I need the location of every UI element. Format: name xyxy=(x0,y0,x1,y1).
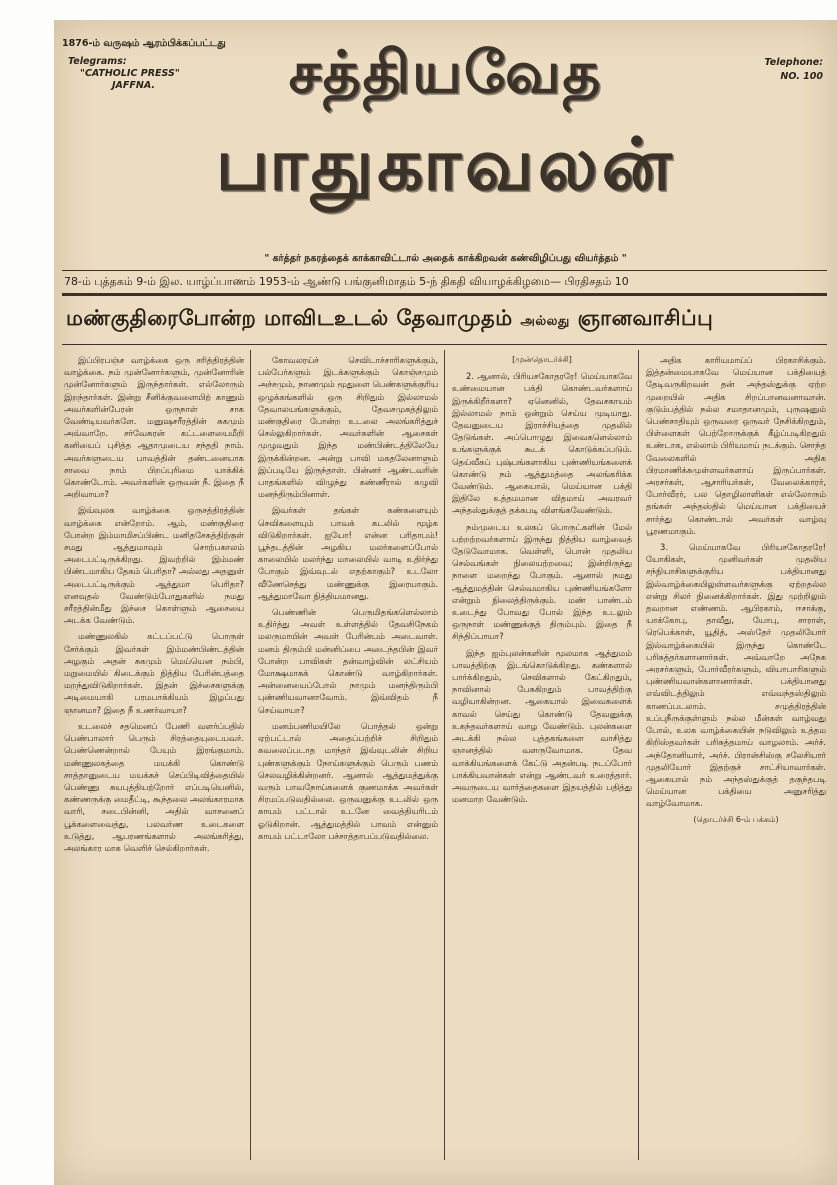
column-3 xyxy=(452,354,632,1159)
motto: " கர்த்தர் நகரத்தைக் காக்காவிட்டால் அதைக் காக்கிறவன் கண்விழிப்பது வியர்த்தம் " xyxy=(264,253,627,264)
telegrams-label: Telegrams: xyxy=(68,56,127,67)
column-divider-3 xyxy=(638,350,639,1160)
col1-paragraph: இவ்வுலக வாழ்க்கை ஒருசத்திரத்தின் வாழ்க்கை என்றோம். ஆம், மண்குதிரை போன்ற இம்மாமிசப்பிண்ட மனிதசேகத்திற்குள் சமது ஆத்துமாவும் சொற்பகாலம் அடைபட்டிருக்கிறது. இவற்றில் இம்மண் பிண்டமாகிய தேகம் பெரிதா? அல்லது அதனுள் அடைபட்டிருக்கும் ஆத்துமா பெரிதா? எனவுதல் வேண்டும்போதுகளில் நமது சரீரத்தின்மீது இச்சை கொள்ளும் ஆசையை அடக்க வேண்டும். xyxy=(64,505,244,626)
col2-paragraph: கோவலரய்ச் செவிடாச்சாரிகளுக்கும், பல்பேர்களும் இடக்களுக்கும் கொஞ்சமும் அச்சமும், நாணமும் மூதுளை பெண்களுக்குரிய ஒழுக்கங்களில் ஒரு சிறிதும் இல்லாமல் தேவாலயங்களுக்கும், தேவசமுகத்திலும் மண்குதிரை போன்ற உடலை அலங்கரித்துச் செல்லுகிறார்கள். அவர்களின் ஆசைகள் முழுவதும் இந்த மண்பிண்டத்திலேயே இருக்கின்றன. அன்று பாவி மகதலேனாளும் இப்படியே இருந்தாள். பின்னர் ஆண்டவரின் பாதங்களில் விழுந்து கண்ணீரால் கழுவி மனந்திரும்பினாள். xyxy=(258,355,438,500)
col4-continued-note: (தொடர்ச்சி 6-ம் பக்கம்) xyxy=(693,814,779,824)
col2-paragraph: பெண்ணின் பெருமிதங்களெல்லாம் உதிர்த்து அவள் உள்ளத்தில் தேவசிநேகம் மலருமாயின் அவள் பேரின்பம் அடைவாள். மனம் திரும்பி மன்னிப்பை அடைந்தபின் இவர் போன்ற பாவிகள் தன்வாழ்வின் லட்சியம் மோக்ஷமாகக் கொண்டு வாழ்கிறார்கள். அன்னையைப்போல் நாமும் மனந்திரும்பி புண்ணியவானாவோம். இவ்விதம் நீ செய்வாயா? xyxy=(258,607,438,715)
column-1 xyxy=(64,354,244,1159)
headline-main: மண்குதிரைபோன்ற மாவிடஉடல் தேவாமுதம் xyxy=(66,306,513,330)
main-headline xyxy=(66,306,826,340)
col1-paragraph: உடலைச் சதமெனப் பேணி வளர்ப்பதில் பெண்பாலார் பெரும் சிரத்தையுடையவர். பெண்ணென்றால் பேயும் இரங்குமாம். மண்ணுலகத்தை மயக்கி கொண்டு சாத்தானுடைய மயக்கச் செப்பிடிவித்தையில் பெண்ணு சுயபுத்தியற்றோர் எப்படியெனில், கண்ணருக்கு மைதீட்டி, கூந்தலை அலங்காரமாக வாரி, சடைபின்னி, அதில் வாசனைப் பூக்களைவைத்து, பலவர்ண உடைகளை உடுத்து, ஆபரணங்களால் அலங்கரித்து, அலங்கார மாக வெளிச் செல்கிறார்கள். xyxy=(64,720,244,853)
telegrams-name: "CATHOLIC PRESS" xyxy=(80,68,180,79)
column-2 xyxy=(258,354,438,1159)
column-divider-1 xyxy=(250,350,251,1160)
dateline-bottom-rule xyxy=(62,293,827,296)
col1-paragraph: இப்பிரபஞ்ச வாழ்க்கை ஒரு சரித்திரத்தின் வாழ்க்கை. நம் முன்னோர்களும், முன்னோரின் முன்னோர்களும் இருந்தார்கள். எல்லோரும் இறந்தார்கள். இன்று சீனிக்குவளையிற் காணும் அவர்களின்பேரன் ஒருநாள் சாக வேண்டியவர்களே. மனுஷசரீரத்தின் சுகமும் அவ்வாறே. சர்வேசுரன் கட்டளையைமீறி கனியைப் புசித்த ஆதாமுடைய சந்ததி நாம். அவர்களுடைய பாவத்தின் தண்டனையாக சாவை நாம் பிறப்புரிமை யாக்கிக் கொண்டோம். அவர்களின் ஒருவன் நீ. இதை நீ அறிவாயா? xyxy=(64,355,244,500)
col4-paragraph: அதிக காரியமாய்ப் பிரகாசிக்கும். இத்தன்மையாகவே மெய்யான பக்தியைத் தேடிவருகிறவன் தன் அந்தஸ்துக்கு ஏற்ற முறையில் அதிக சிறப்பானவனாவான். குடும்பத்தில் நல்ல சமாதானமும், புருஷனும் பெண்சாதியும் ஒருவரை ஒருவர் நேசிக்கிறதும், பிள்ளைகள் பெற்றோருக்குக் கீழ்ப்படிகிறதும் உண்டாக, எல்லாம் பிரியமாய் நடக்கும். சொந்த வேலைகளில் அதிக பிரமாணிக்கமுள்ளவர்களாய் இருப்பார்கள். அரசர்கள், ஆசாரியர்கள், வேலைக்காரர், போர்வீரர், பல தொழிலாளிகள் எல்லோரும் தங்கள் அந்தஸ்தில் மெய்யான பக்தியைச் சார்ந்து கொண்டால் அவர்கள் வாழ்வு பூரணமாகும். xyxy=(646,355,826,536)
dateline: 78-ம் புத்தகம் 9-ம் இல. யாழ்ப்பாணம் 1953-ம் ஆண்டு பங்குனிமாதம் 5-ந் திகதி வியாழக்கிழமை— பிரதிசதம் 10 xyxy=(64,275,629,288)
col3-continuation-note: [முன்தொடர்ச்சி] xyxy=(512,355,572,364)
column-4 xyxy=(646,354,826,1159)
telephone-label: Telephone: xyxy=(764,57,823,68)
masthead-title-line1: சத்தியவேத xyxy=(288,38,603,106)
masthead-title-line2: பாதுகாவலன் xyxy=(215,122,676,206)
column-divider-2 xyxy=(444,350,445,1160)
col3-paragraph: நம்முடைய உலகப் பொருட்களின் மேல் பற்றற்றவர்களாய் இருந்து நித்திய வாழ்வைத் தேடுவோமாக. வெள்ளி, பொன் முதலிய செல்வங்கள் நிலையற்றவை; இன்றிருந்து நாளை மறைந்து போகும். ஆனால் நமது ஆத்துமத்தின் செல்வமாகிய புண்ணியங்களோ என்றும் நிலைத்திருக்கும். மண் பாண்டம் உடைந்து போவது போல் இந்த உடலும் ஒருநாள் மண்ணுக்குத் திரும்பும். இதை நீ சிந்திப்பாயா? xyxy=(452,521,632,642)
headline-bottom-rule xyxy=(62,344,827,345)
col2-paragraph: மனம்பணிமயிலே பொத்தல் ஒன்று ஏற்பட்டால் அதைப்பற்றிச் சிறிதும் கவலைப்படாத மாந்தர் இவ்வுடலின் சிறிய புண்களுக்கும் நோய்களுக்கும் பெரும் பணம் செலவழிக்கின்றனர். ஆனால் ஆத்துமத்துக்கு வரும் பாவநோய்களைக் குணமாக்க அவர்கள் சிரமப்படுவதில்லை. ஒருவனுக்கு உடலில் ஒரு காயம் பட்டால் உடனே வைத்தியரிடம் ஓடுகிறான். ஆத்துமத்தில் பாவம் என்னும் காயம் பட்டாலோ பச்சாத்தாபப்படுவதில்லை. xyxy=(258,720,438,841)
newspaper-page xyxy=(54,20,837,1185)
col3-paragraph: இந்த ஐம்புலன்களின் மூலமாக ஆத்துமம் பாவத்திற்கு இடங்கொடுக்கிறது. கண்களால் பார்க்கிறதும், செவிகளால் கேட்கிறதும், நாவினால் பேசுகிறதும் பாவத்திற்கு வழியாகின்றன. ஆகையால் இவைகளைக் காவல் செய்து கொண்டு தேவனுக்கு உகந்தவர்களாய் வாழ வேண்டும். புலன்களை அடக்கி நல்ல புத்தகங்களை வாசித்து ஞானத்தில் வளருவோமாக. தேவ வாக்கியங்களைக் கேட்டு அதன்படி நடப்போர் பாக்கியவான்கள் என்று ஆண்டவர் உரைத்தார். அவருடைய வார்த்தைகளை இதயத்தில் பதித்து மனமாற வேண்டும். xyxy=(452,647,632,805)
col1-paragraph: மண்ணுலகில் கட்டப்பட்டு பொருள் சேர்க்கும் இவர்கள் இம்மண்பிண்டத்தின் அழகும் அதன் சுகமும் மெய்யென நம்பி, மறுமையில் கிடைக்கும் நித்திய பேரின்பத்தை மறந்துவிடுகிறார்கள். இதன் இச்சைகளுக்கு அடிமையாகி பரமபாக்கியம் இழப்பது ஞானமா? இதை நீ உணர்வாயா? xyxy=(64,631,244,715)
telegrams-city: JAFFNA. xyxy=(112,80,155,91)
telephone-number: NO. 100 xyxy=(780,71,823,82)
headline-connector: அல்லது xyxy=(520,314,570,329)
dateline-top-rule xyxy=(62,270,827,271)
col4-paragraph: 3. மெய்யாகவே பிரியசகோதரரே! யோகிகள், முனிவர்கள் முதலிய சந்நியாசிகளுக்குரிய பக்தியானது இல்வாழ்க்கையிலுள்ளவர்களுக்கு ஏற்றதல்ல என்று சிலர் நினைக்கிறார்கள். இது முற்றிலும் தவறான எண்ணம். ஆபிரகாம், ஈசாக்கு, யாக்கோபு, தாவீது, யோபு, சாராள், ரெபெக்காள், யூதித், அஸ்தேர் முதலியோர் இல்வாழ்க்கையில் இருந்து கொண்டே பரிசுத்தர்களானார்கள். அவ்வாறே அநேக அரசர்களும், போர்வீரர்களும், வியாபாரிகளும் புண்ணியவான்களானார்கள். பக்தியானது எவ்விடத்திலும் எவ்வந்தஸ்திலும் காணப்படலாம். சமுத்திரத்தின் உப்புநீருக்குள்ளும் நல்ல மீன்கள் வாழ்வது போல், உலக வாழ்க்கையின் நடுவிலும் உத்தம கிறிஸ்தவர்கள் பரிசுத்தமாய் வாழலாம். அர்ச். அந்தோனியார், அர்ச். பிரான்சிஸ்கு சலேசியார் முதலியோர் இதற்குச் சாட்சியாவார்கள். ஆகையால் நம் அந்தஸ்துக்குத் தகுந்தபடி மெய்யான பக்தியை அனுசரித்து வாழ்வோமாக. xyxy=(646,542,826,809)
headline-tail: ஞானவாசிப்பு xyxy=(577,306,714,330)
col2-paragraph: இவர்கள் தங்கள் கண்களையும் செவிகளையும் பாவக் கடலில் மூழ்க விடுகிறார்கள். ஐயோ! என்ன பரிதாபம்! பூந்தடத்தின் அழகிய மலர்களைப்போல் காலையில் மலர்ந்து மாலையில் வாடி உதிர்ந்து போகும் இவ்வுடல் எதற்காகும்? உடலோ வீணேசெத்து மண்ணுக்கு இரையாகும். ஆத்துமாவோ நித்தியமானது. xyxy=(258,505,438,601)
col3-paragraph: 2. ஆனால், பிரியசகோதரரே! மெய்யாகவே உண்மையான பக்தி கொண்டவர்களாய் இருக்கிறீர்களா? ஏனெனில், தேவசகாயம் இல்லாமல் நாம் ஒன்றும் செய்ய முடியாது. தேவனுடைய இராச்சியத்தை முதலில் தேடுங்கள். அப்பொழுது இவைகளெல்லாம் உங்களுக்குக் கூடக் கொடுக்கப்படும். தெய்வீகப் புஷ்பங்களாகிய புண்ணியங்களைக் கொண்டு நம் ஆத்துமத்தை அலங்கரிக்க வேண்டும். ஆகையால், மெய்யான பக்தி இதிலே உத்தமமான விதமாய் அவரவர் அந்தஸ்துக்குத் தக்கபடி விளங்கவேண்டும். xyxy=(452,371,632,516)
founded-note: 1876-ம் வருஷம் ஆரம்பிக்கப்பட்டது xyxy=(62,38,226,49)
